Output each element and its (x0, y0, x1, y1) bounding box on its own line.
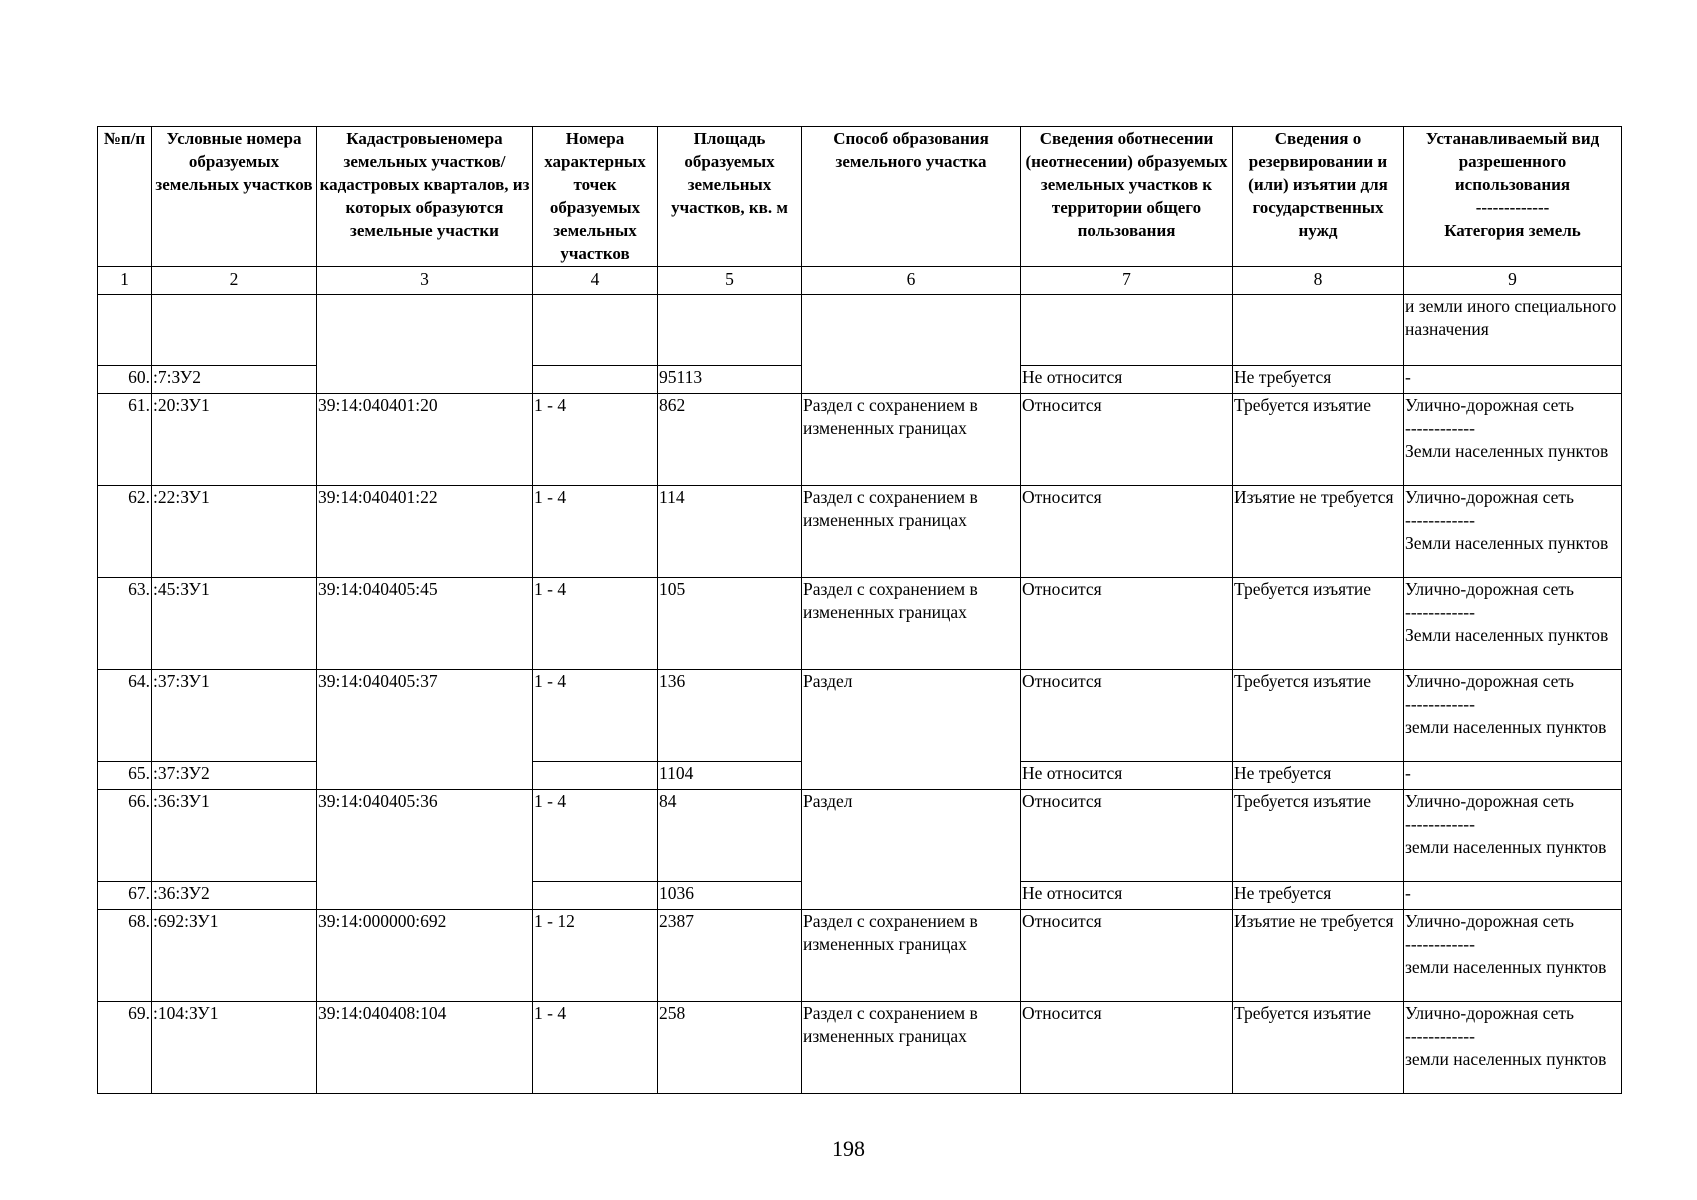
points-range: 1 - 4 (533, 394, 658, 486)
row-number: 60. (98, 366, 152, 394)
row-number: 68. (98, 910, 152, 1002)
separator: ------------ (1405, 934, 1475, 954)
points-range: 1 - 4 (533, 670, 658, 762)
header-separator: ------------- (1475, 198, 1550, 217)
table-row (98, 670, 1622, 762)
header-cell: Сведения оботнесении (неотнесении) образуемых земельных участков к территории общего пользования (1021, 127, 1233, 267)
table-row (98, 486, 1622, 578)
area-value: 2387 (658, 910, 802, 1002)
permitted-use: Улично-дорожная сеть (1405, 671, 1575, 691)
cadastral-number: 39:14:040401:22 (317, 486, 533, 578)
cell (533, 295, 658, 366)
header-cell (1404, 127, 1622, 267)
formation-method: Раздел с сохранением в измененных границах (802, 486, 1021, 578)
area-value: 95113 (658, 366, 802, 394)
area-value: 1104 (658, 762, 802, 790)
column-number: 5 (658, 267, 802, 295)
column-number: 1 (98, 267, 152, 295)
conditional-number: :7:ЗУ2 (152, 366, 317, 394)
reservation-info: Требуется изъятие (1233, 670, 1404, 762)
row-number: 62. (98, 486, 152, 578)
continued-category: и земли иного специального назначения (1404, 295, 1622, 366)
area-value: 258 (658, 1002, 802, 1094)
use-category-cell (1404, 1002, 1622, 1094)
cadastral-number: 39:14:000000:692 (317, 910, 533, 1002)
public-relation: Не относится (1021, 366, 1233, 394)
cadastral-number: 39:14:040408:104 (317, 1002, 533, 1094)
column-number: 2 (152, 267, 317, 295)
conditional-number: :22:ЗУ1 (152, 486, 317, 578)
public-relation: Относится (1021, 670, 1233, 762)
land-category: Земли населенных пунктов (1405, 625, 1609, 645)
conditional-number: :37:ЗУ2 (152, 762, 317, 790)
permitted-use: - (1404, 882, 1622, 910)
cell (317, 295, 533, 394)
separator: ------------ (1405, 418, 1475, 438)
permitted-use: Улично-дорожная сеть (1405, 1003, 1575, 1023)
permitted-use: Улично-дорожная сеть (1405, 911, 1575, 931)
reservation-info: Требуется изъятие (1233, 1002, 1404, 1094)
column-number-row (98, 267, 1622, 295)
land-plots-table (97, 126, 1622, 1094)
cell (658, 295, 802, 366)
use-category-cell (1404, 790, 1622, 882)
header-cell: Площадь образуемых земельных участков, кв. м (658, 127, 802, 267)
land-category: земли населенных пунктов (1405, 1049, 1607, 1069)
use-category-cell (1404, 910, 1622, 1002)
conditional-number: :37:ЗУ1 (152, 670, 317, 762)
table-row (98, 910, 1622, 1002)
row-number: 67. (98, 882, 152, 910)
cell (1021, 295, 1233, 366)
area-value: 114 (658, 486, 802, 578)
column-number: 6 (802, 267, 1021, 295)
formation-method: Раздел с сохранением в измененных границах (802, 394, 1021, 486)
reservation-info: Изъятие не требуется (1233, 486, 1404, 578)
row-number: 63. (98, 578, 152, 670)
column-number: 8 (1233, 267, 1404, 295)
separator: ------------ (1405, 814, 1475, 834)
area-value: 1036 (658, 882, 802, 910)
column-number: 7 (1021, 267, 1233, 295)
conditional-number: :20:ЗУ1 (152, 394, 317, 486)
header-cell: №п/п (98, 127, 152, 267)
header-cell: Условные номера образуемых земельных участков (152, 127, 317, 267)
formation-method: Раздел с сохранением в измененных границах (802, 578, 1021, 670)
cell (152, 295, 317, 366)
table-row (98, 394, 1622, 486)
reservation-info: Требуется изъятие (1233, 790, 1404, 882)
separator: ------------ (1405, 1026, 1475, 1046)
cadastral-number: 39:14:040401:20 (317, 394, 533, 486)
area-value: 862 (658, 394, 802, 486)
points-cell (533, 366, 658, 394)
public-relation: Относится (1021, 578, 1233, 670)
header-category-label: Категория земель (1444, 221, 1581, 240)
header-row (98, 127, 1622, 267)
permitted-use: Улично-дорожная сеть (1405, 579, 1575, 599)
permitted-use: Улично-дорожная сеть (1405, 395, 1575, 415)
cadastral-number: 39:14:040405:37 (317, 670, 533, 790)
area-value: 136 (658, 670, 802, 762)
formation-method: Раздел с сохранением в измененных границах (802, 1002, 1021, 1094)
public-relation: Не относится (1021, 882, 1233, 910)
table-row (98, 1002, 1622, 1094)
reservation-info: Требуется изъятие (1233, 394, 1404, 486)
points-range: 1 - 4 (533, 1002, 658, 1094)
row-number: 66. (98, 790, 152, 882)
row-number: 64. (98, 670, 152, 762)
column-number: 4 (533, 267, 658, 295)
conditional-number: :36:ЗУ2 (152, 882, 317, 910)
formation-method: Раздел (802, 670, 1021, 790)
use-category-cell (1404, 486, 1622, 578)
conditional-number: :36:ЗУ1 (152, 790, 317, 882)
table-row (98, 578, 1622, 670)
land-category: Земли населенных пунктов (1405, 441, 1609, 461)
public-relation: Относится (1021, 1002, 1233, 1094)
page-number: 198 (832, 1136, 865, 1161)
public-relation: Относится (1021, 910, 1233, 1002)
reservation-info: Требуется изъятие (1233, 578, 1404, 670)
land-category: земли населенных пунктов (1405, 717, 1607, 737)
area-value: 105 (658, 578, 802, 670)
reservation-info: Изъятие не требуется (1233, 910, 1404, 1002)
header-cell: Способ образования земельного участка (802, 127, 1021, 267)
permitted-use: Улично-дорожная сеть (1405, 487, 1575, 507)
row-number: 69. (98, 1002, 152, 1094)
cell (98, 295, 152, 366)
use-category-cell (1404, 578, 1622, 670)
public-relation: Не относится (1021, 762, 1233, 790)
reservation-info: Не требуется (1233, 882, 1404, 910)
permitted-use: - (1404, 366, 1622, 394)
conditional-number: :45:ЗУ1 (152, 578, 317, 670)
row-number: 61. (98, 394, 152, 486)
header-cell: Кадастровыеномера земельных участков/кадастровых кварталов, из которых образуются земельные участки (317, 127, 533, 267)
points-cell (533, 762, 658, 790)
row-number: 65. (98, 762, 152, 790)
permitted-use: Улично-дорожная сеть (1405, 791, 1575, 811)
header-use-label: Устанавливаемый вид разрешенного использования (1425, 129, 1600, 194)
formation-method: Раздел с сохранением в измененных границах (802, 910, 1021, 1002)
reservation-info: Не требуется (1233, 762, 1404, 790)
header-cell: Номера характерных точек образуемых земельных участков (533, 127, 658, 267)
land-category: земли населенных пунктов (1405, 837, 1607, 857)
header-cell: Сведения о резервировании и (или) изъятии для государственных нужд (1233, 127, 1404, 267)
points-range: 1 - 4 (533, 486, 658, 578)
public-relation: Относится (1021, 394, 1233, 486)
column-number: 3 (317, 267, 533, 295)
points-cell (533, 882, 658, 910)
use-category-cell (1404, 394, 1622, 486)
cadastral-number: 39:14:040405:36 (317, 790, 533, 910)
cell (802, 295, 1021, 394)
land-category: земли населенных пунктов (1405, 957, 1607, 977)
permitted-use: - (1404, 762, 1622, 790)
conditional-number: :692:ЗУ1 (152, 910, 317, 1002)
public-relation: Относится (1021, 486, 1233, 578)
formation-method: Раздел (802, 790, 1021, 910)
cadastral-number: 39:14:040405:45 (317, 578, 533, 670)
separator: ------------ (1405, 510, 1475, 530)
public-relation: Относится (1021, 790, 1233, 882)
use-category-cell (1404, 670, 1622, 762)
points-range: 1 - 12 (533, 910, 658, 1002)
conditional-number: :104:ЗУ1 (152, 1002, 317, 1094)
table-row (98, 790, 1622, 882)
column-number: 9 (1404, 267, 1622, 295)
land-category: Земли населенных пунктов (1405, 533, 1609, 553)
separator: ------------ (1405, 602, 1475, 622)
separator: ------------ (1405, 694, 1475, 714)
points-range: 1 - 4 (533, 790, 658, 882)
reservation-info: Не требуется (1233, 366, 1404, 394)
cell (1233, 295, 1404, 366)
points-range: 1 - 4 (533, 578, 658, 670)
table-row (98, 295, 1622, 366)
area-value: 84 (658, 790, 802, 882)
